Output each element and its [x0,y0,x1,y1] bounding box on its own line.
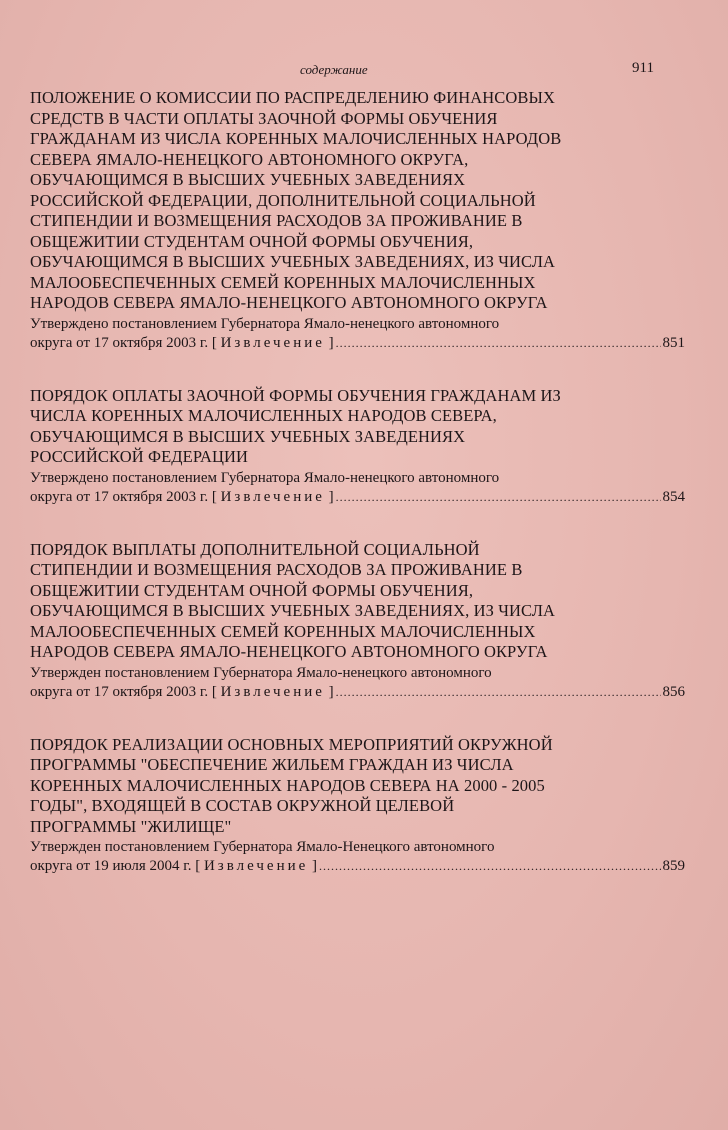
entry-source [30,664,690,702]
title-line: ГРАЖДАНАМ ИЗ ЧИСЛА КОРЕННЫХ МАЛОЧИСЛЕННЫХ НАРОДОВ [30,129,562,148]
title-line: ОБЩЕЖИТИИ СТУДЕНТАМ ОЧНОЙ ФОРМЫ ОБУЧЕНИЯ, [30,231,474,251]
approval-text: Утвержден постановлением Губернатора Ямало-ненецкого автономного [30,664,492,681]
toc-entry [30,735,690,877]
title-line: СТИПЕНДИИ И ВОЗМЕЩЕНИЯ РАСХОДОВ ЗА ПРОЖИВАНИЕ В [30,560,523,579]
entry-page-number: 851 [662,334,685,351]
dot-leader [319,857,660,876]
title-line: СРЕДСТВ В ЧАСТИ ОПЛАТЫ ЗАОЧНОЙ ФОРМЫ ОБУЧЕНИЯ [30,108,498,128]
title-line: СТИПЕНДИИ И ВОЗМЕЩЕНИЯ РАСХОДОВ ЗА ПРОЖИВАНИЕ В [30,211,523,230]
excerpt-label: Извлечение [220,683,325,700]
bracket-close: ] [312,858,318,874]
approval-date: округа от 17 октября 2003 г. [ [30,683,217,700]
approval-text: Утверждено постановлением Губернатора Ямало-ненецкого автономного [30,315,500,332]
running-head: содержание [300,62,368,77]
title-line: ПОРЯДОК ОПЛАТЫ ЗАОЧНОЙ ФОРМЫ ОБУЧЕНИЯ ГРАЖДАНАМ ИЗ [30,385,561,405]
title-line: ПОЛОЖЕНИЕ О КОМИССИИ ПО РАСПРЕДЕЛЕНИЮ ФИНАНСОВЫХ [30,88,556,107]
entry-title [30,735,690,838]
bracket-close: ] [328,488,334,505]
dot-leader [336,488,661,507]
dot-leader [336,683,661,702]
title-line: ОБУЧАЮЩИМСЯ В ВЫСШИХ УЧЕБНЫХ ЗАВЕДЕНИЯХ, ИЗ ЧИСЛА [30,252,556,271]
title-line: МАЛООБЕСПЕЧЕННЫХ СЕМЕЙ КОРЕННЫХ МАЛОЧИСЛЕННЫХ [30,621,536,641]
toc-entry [30,88,690,353]
title-line: ОБУЧАЮЩИМСЯ В ВЫСШИХ УЧЕБНЫХ ЗАВЕДЕНИЯХ [30,426,466,446]
excerpt-label: Извлечение [220,334,325,351]
excerpt-label: Извлечение [220,488,325,505]
entry-page-number: 854 [662,488,685,505]
approval-date: округа от 17 октября 2003 г. [ [30,334,217,351]
title-line: КОРЕННЫХ МАЛОЧИСЛЕННЫХ НАРОДОВ СЕВЕРА НА 2000 - 2005 [30,775,545,795]
entry-title [30,540,690,663]
title-line: ПРОГРАММЫ "ОБЕСПЕЧЕНИЕ ЖИЛЬЕМ ГРАЖДАН ИЗ ЧИСЛА [30,755,514,774]
title-line: ГОДЫ", ВХОДЯЩЕЙ В СОСТАВ ОКРУЖНОЙ ЦЕЛЕВОЙ [30,796,455,815]
title-line: НАРОДОВ СЕВЕРА ЯМАЛО-НЕНЕЦКОГО АВТОНОМНОГО ОКРУГА [30,642,548,661]
excerpt-label: Извлечение [203,858,309,874]
entry-page-number: 856 [662,683,685,700]
dot-leader [336,334,661,353]
title-line: ОБУЧАЮЩИМСЯ В ВЫСШИХ УЧЕБНЫХ ЗАВЕДЕНИЯХ, ИЗ ЧИСЛА [30,601,556,620]
page-reference-line [30,488,685,507]
title-line: РОССИЙСКОЙ ФЕДЕРАЦИИ [30,447,249,466]
bracket-close: ] [328,334,334,351]
table-of-contents [30,88,690,909]
entry-page-number: 859 [662,858,685,874]
entry-title [30,88,690,314]
title-line: МАЛООБЕСПЕЧЕННЫХ СЕМЕЙ КОРЕННЫХ МАЛОЧИСЛЕННЫХ [30,272,536,292]
bracket-close: ] [328,683,334,700]
entry-source [30,315,690,353]
page-reference-line [30,334,685,353]
page-reference-line [30,857,685,876]
approval-text: Утвержден постановлением Губернатора Ямало-Ненецкого автономного [30,839,495,855]
title-line: ОБЩЕЖИТИИ СТУДЕНТАМ ОЧНОЙ ФОРМЫ ОБУЧЕНИЯ, [30,580,474,600]
entry-source [30,469,690,507]
toc-entry [30,386,690,507]
title-line: ПОРЯДОК РЕАЛИЗАЦИИ ОСНОВНЫХ МЕРОПРИЯТИЙ ОКРУЖНОЙ [30,734,553,754]
page-number: 911 [632,60,654,76]
entry-title [30,386,690,468]
title-line: РОССИЙСКОЙ ФЕДЕРАЦИИ, ДОПОЛНИТЕЛЬНОЙ СОЦИАЛЬНОЙ [30,190,536,210]
title-line: СЕВЕРА ЯМАЛО-НЕНЕЦКОГО АВТОНОМНОГО ОКРУГА, [30,149,469,169]
title-line: НАРОДОВ СЕВЕРА ЯМАЛО-НЕНЕЦКОГО АВТОНОМНОГО ОКРУГА [30,293,548,312]
approval-text: Утверждено постановлением Губернатора Ямало-ненецкого автономного [30,469,500,486]
toc-entry [30,540,690,702]
entry-source [30,838,690,876]
title-line: ЧИСЛА КОРЕННЫХ МАЛОЧИСЛЕННЫХ НАРОДОВ СЕВЕРА, [30,406,497,425]
title-line: ПОРЯДОК ВЫПЛАТЫ ДОПОЛНИТЕЛЬНОЙ СОЦИАЛЬНОЙ [30,539,480,559]
title-line: ОБУЧАЮЩИМСЯ В ВЫСШИХ УЧЕБНЫХ ЗАВЕДЕНИЯХ [30,170,466,189]
title-line: ПРОГРАММЫ "ЖИЛИЩЕ" [30,816,232,836]
page-reference-line [30,683,685,702]
approval-date: округа от 19 июля 2004 г. [ [30,858,201,874]
approval-date: округа от 17 октября 2003 г. [ [30,488,217,505]
